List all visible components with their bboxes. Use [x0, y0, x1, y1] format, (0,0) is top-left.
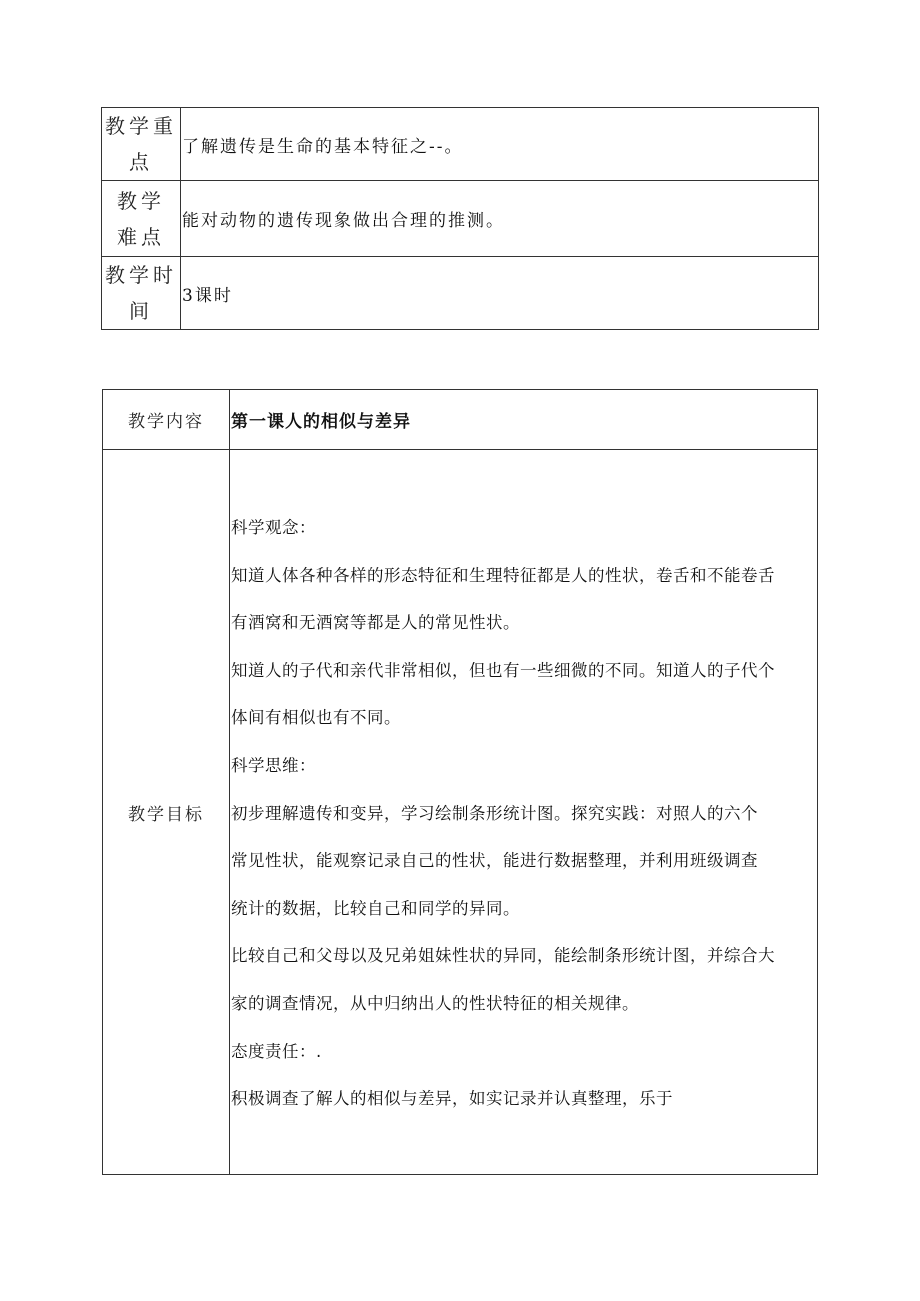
goals-text	[231, 450, 817, 1123]
goal-line: 科学思维：	[231, 755, 316, 775]
goal-line: 积极调查了解人的相似与差异，如实记录并认真整理，乐于	[231, 1089, 673, 1109]
label-difficulties: 教学 难点	[102, 181, 181, 257]
goal-line: 比较自己和父母以及兄弟姐妹性状的异同，能绘制条形统计图，并综合大	[231, 946, 775, 966]
label-teaching-content: 教学内容	[103, 390, 230, 450]
table-row	[102, 181, 819, 257]
lesson-content-table	[102, 389, 818, 1175]
value-key-points: 了解遗传是生命的基本特征之--。	[181, 108, 819, 181]
goal-line: 态度责任：.	[231, 1041, 322, 1061]
table-row	[102, 108, 819, 181]
goal-line: 体间有相似也有不同。	[231, 708, 401, 728]
table-row	[102, 257, 819, 330]
goal-line: 统计的数据，比较自己和同学的异同。	[231, 898, 520, 918]
lesson-title: 第一课人的相似与差异	[230, 390, 818, 450]
lesson-info-table	[101, 107, 819, 330]
goal-line: 家的调查情况，从中归纳出人的性状特征的相关规律。	[231, 993, 639, 1013]
table-row	[103, 390, 818, 450]
value-difficulties: 能对动物的遗传现象做出合理的推测。	[181, 181, 819, 257]
label-key-points: 教学重 点	[102, 108, 181, 181]
goal-line: 知道人的子代和亲代非常相似，但也有一些细微的不同。知道人的子代个	[231, 660, 775, 680]
label-teaching-time: 教学时 间	[102, 257, 181, 330]
teaching-goals-content	[230, 450, 818, 1175]
goal-line: 科学观念：	[231, 518, 316, 537]
goal-line: 常见性状，能观察记录自己的性状，能进行数据整理，并利用班级调查	[231, 851, 758, 871]
value-teaching-time: 3课时	[181, 257, 819, 330]
table-row	[103, 450, 818, 1175]
goal-line: 有酒窝和无酒窝等都是人的常见性状。	[231, 613, 520, 633]
goal-line: 初步理解遗传和变异，学习绘制条形统计图。探究实践：对照人的六个	[231, 803, 758, 823]
goal-line: 知道人体各种各样的形态特征和生理特征都是人的性状，卷舌和不能卷舌	[231, 565, 775, 585]
label-teaching-goals: 教学目标	[103, 450, 230, 1175]
